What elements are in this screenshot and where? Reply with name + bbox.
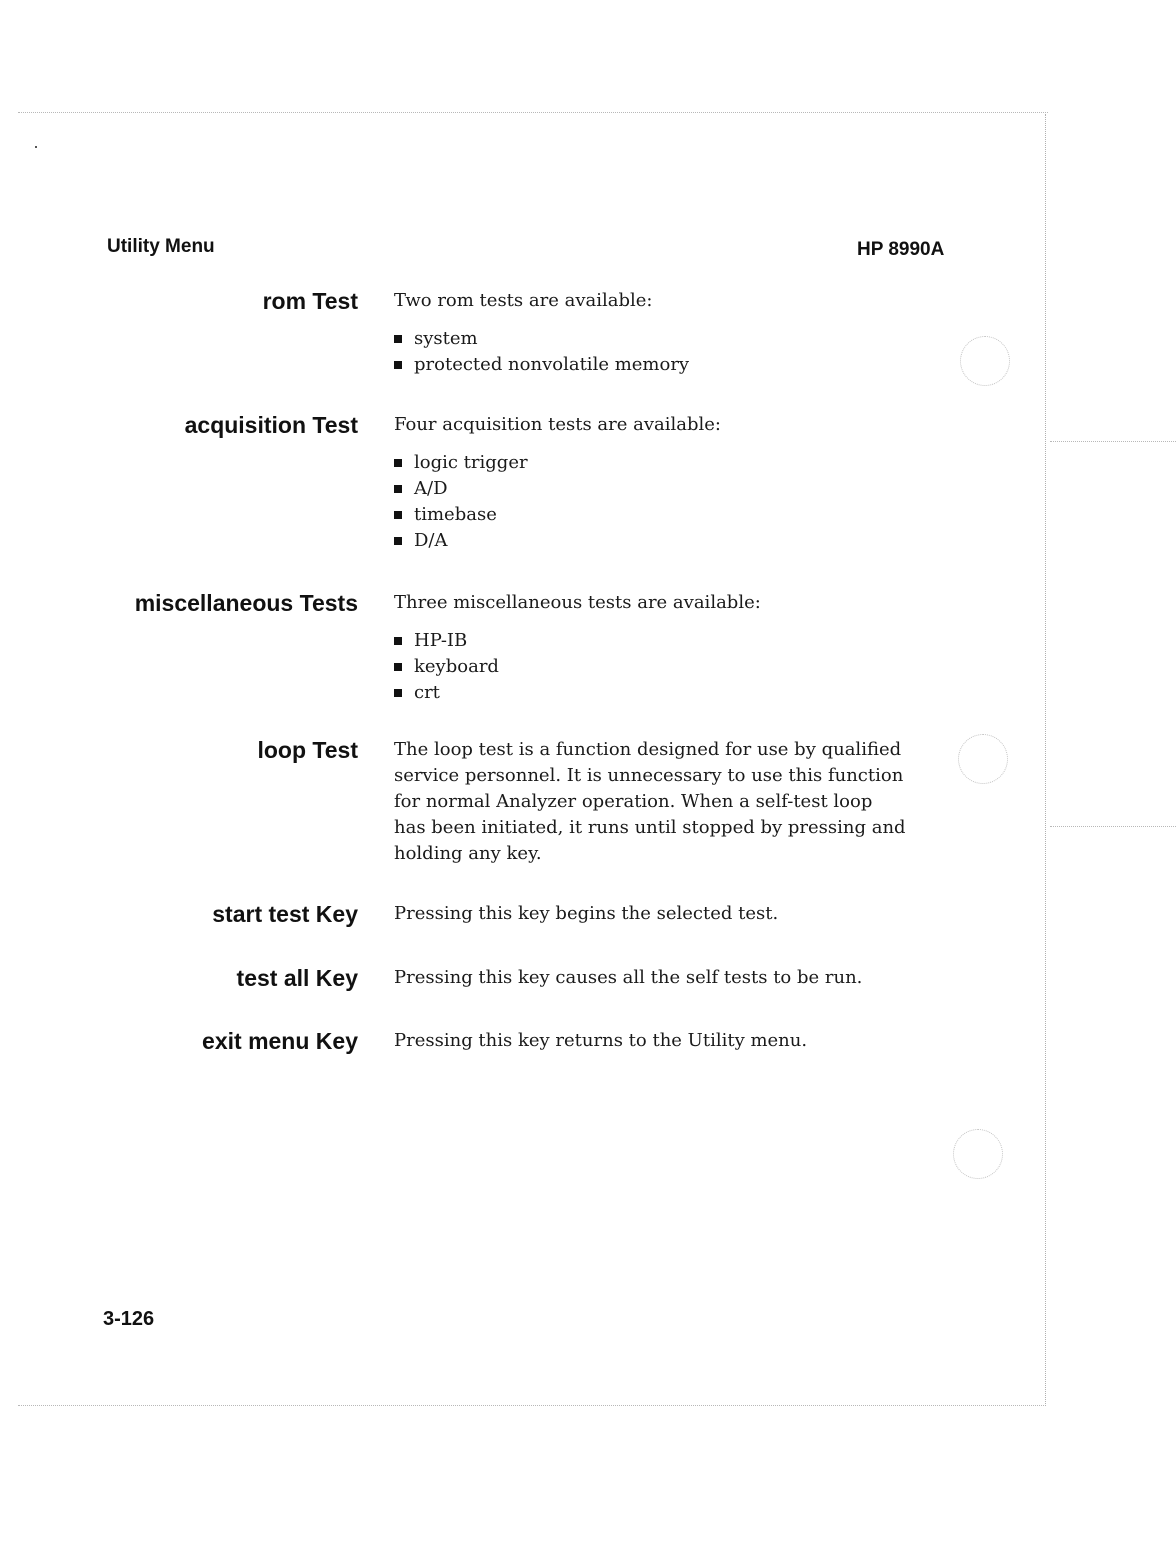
miscellaneous-tests-list [394,628,499,706]
text-line: holding any key. [394,843,542,864]
start-test-key-description: Pressing this key begins the selected test. [394,903,779,924]
list-item [394,326,689,352]
list-item-label: HP-IB [414,630,468,651]
list-item [394,528,528,554]
rom-test-intro: Two rom tests are available: [394,290,653,311]
page-edge-right [1045,114,1046,1406]
list-item-label: crt [414,682,440,703]
page-number: 3-126 [103,1308,155,1330]
section-title-test-all-key: test all Key [236,965,358,991]
bullet-icon [394,335,402,343]
section-title-miscellaneous-tests: miscellaneous Tests [134,590,358,616]
list-item [394,502,528,528]
section-title-acquisition-test: acquisition Test [184,412,358,438]
binder-hole [958,734,1008,784]
list-item [394,654,499,680]
bullet-icon [394,689,402,697]
list-item-label: timebase [414,504,497,525]
bullet-icon [394,537,402,545]
section-title-loop-test: loop Test [257,737,358,763]
list-item [394,476,528,502]
tab-divider [1050,826,1176,827]
text-line: The loop test is a function designed for use by qualified [394,739,902,760]
list-item-label: system [414,328,478,349]
binder-hole [960,336,1010,386]
tab-divider [1050,441,1176,442]
text-line: service personnel. It is unnecessary to use this function [394,765,904,786]
list-item [394,450,528,476]
running-head-product: HP 8990A [857,239,945,260]
text-line: has been initiated, it runs until stopped by pressing and [394,817,906,838]
bullet-icon [394,361,402,369]
list-item-label: logic trigger [414,452,528,473]
acquisition-test-intro: Four acquisition tests are available: [394,414,721,435]
bullet-icon [394,511,402,519]
bullet-icon [394,663,402,671]
binder-hole [953,1129,1003,1179]
rom-test-list [394,326,689,378]
scan-speck [35,146,37,148]
list-item [394,352,689,378]
section-title-exit-menu-key: exit menu Key [202,1028,358,1054]
list-item-label: keyboard [414,656,499,677]
text-line: for normal Analyzer operation. When a self-test loop [394,791,873,812]
acquisition-test-list [394,450,528,554]
page-edge-top [18,112,1048,113]
list-item-label: protected nonvolatile memory [414,354,690,375]
page-edge-bottom [18,1405,1046,1406]
bullet-icon [394,485,402,493]
list-item-label: D/A [414,530,448,551]
bullet-icon [394,459,402,467]
section-title-rom-test: rom Test [262,288,358,314]
bullet-icon [394,637,402,645]
miscellaneous-tests-intro: Three miscellaneous tests are available: [394,592,761,613]
list-item-label: A/D [414,478,448,499]
list-item [394,680,499,706]
running-head-section: Utility Menu [107,236,215,257]
loop-test-description [394,737,906,867]
test-all-key-description: Pressing this key causes all the self tests to be run. [394,967,863,988]
section-title-start-test-key: start test Key [212,901,358,927]
list-item [394,628,499,654]
exit-menu-key-description: Pressing this key returns to the Utility menu. [394,1030,808,1051]
